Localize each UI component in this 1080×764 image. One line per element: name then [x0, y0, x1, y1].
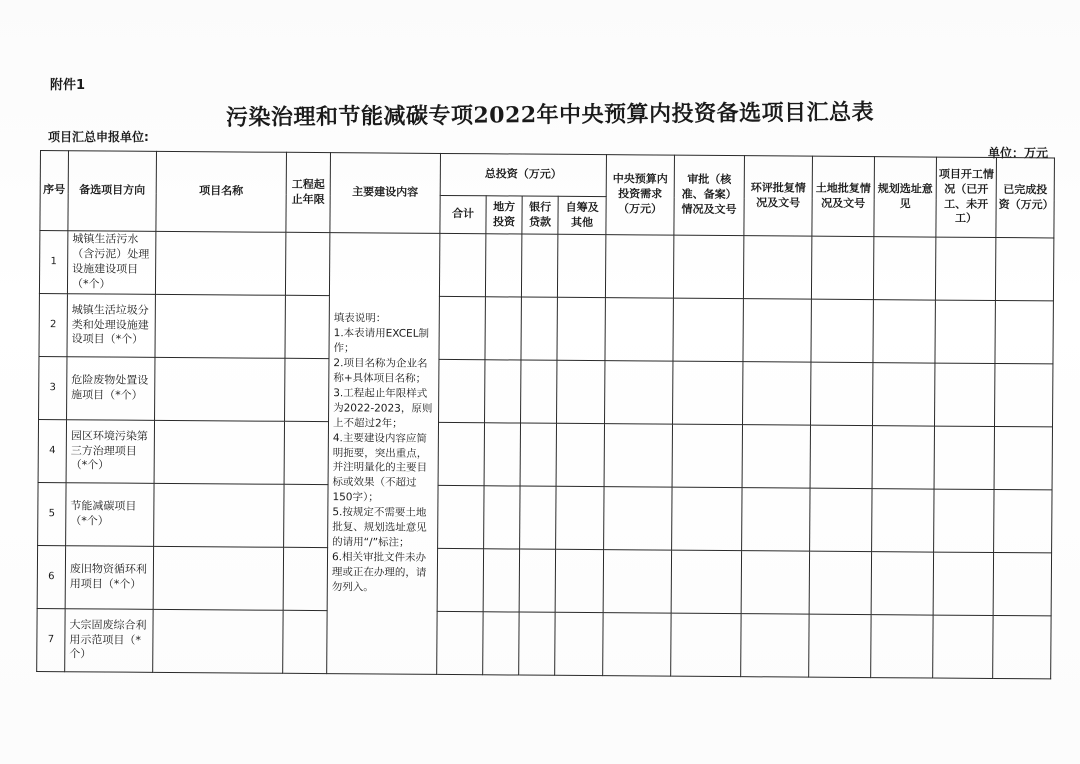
cell [673, 298, 743, 362]
cell [557, 360, 605, 423]
cell [284, 421, 328, 484]
row-direction: 废旧物资循环利用项目（*个） [65, 546, 153, 610]
header-planning: 规划选址意见 [874, 157, 937, 237]
header-central-budget: 中央预算内投资需求（万元） [606, 155, 675, 235]
cell [809, 551, 871, 614]
cell [743, 236, 811, 299]
cell [993, 553, 1051, 616]
cell [557, 297, 605, 360]
cell [521, 360, 557, 423]
cell [673, 235, 743, 299]
cell [439, 359, 485, 422]
cell [671, 550, 741, 614]
cell [741, 551, 809, 614]
cell [873, 237, 935, 300]
header-sub-bank: 银行贷款 [522, 196, 558, 234]
header-eia: 环评批复情况及文号 [744, 156, 813, 236]
cell [439, 296, 485, 359]
cell [154, 420, 284, 484]
cell [995, 301, 1053, 364]
cell [605, 298, 673, 361]
cell [810, 488, 872, 551]
header-sub-self: 自筹及其他 [558, 196, 606, 234]
cell [673, 361, 743, 425]
table-row [39, 231, 1053, 301]
header-sub-total: 合计 [440, 195, 486, 233]
header-completed: 已完成投资（万元） [996, 158, 1055, 238]
cell [521, 297, 557, 360]
cell [485, 360, 521, 423]
cell [933, 552, 993, 615]
cell [672, 424, 742, 488]
cell [934, 489, 994, 552]
cell [284, 484, 328, 547]
cell [437, 611, 483, 674]
cell [994, 364, 1052, 427]
cell [520, 486, 556, 549]
table-row [39, 293, 1053, 363]
cell [742, 425, 810, 488]
row-direction: 城镇生活垃圾分类和处理设施建设项目（*个） [67, 294, 155, 358]
cell [556, 486, 604, 549]
row-direction: 城镇生活污水（含污泥）处理设施建设项目（*个） [67, 231, 155, 295]
row-direction: 危险废物处置设施项目（*个） [67, 357, 155, 421]
cell [519, 612, 555, 675]
cell [285, 295, 329, 358]
header-sub-local: 地方投资 [486, 196, 522, 234]
cell [871, 615, 933, 678]
cell [810, 425, 872, 488]
table-row [38, 419, 1052, 489]
row-seq: 3 [39, 356, 67, 419]
cell [520, 423, 556, 486]
cell [995, 238, 1053, 301]
header-land: 土地批复情况及文号 [812, 156, 875, 236]
cell [743, 299, 811, 362]
attachment-label: 附件1 [50, 78, 86, 93]
cell [285, 232, 329, 295]
row-seq: 2 [39, 293, 67, 356]
summary-table [36, 150, 1055, 679]
cell [935, 363, 995, 426]
cell [485, 297, 521, 360]
cell [154, 483, 284, 547]
header-approval: 审批（核准、备案）情况及文号 [674, 155, 745, 236]
row-seq: 6 [37, 545, 65, 608]
cell [604, 487, 672, 550]
cell [811, 362, 873, 425]
cell [672, 487, 742, 551]
cell [811, 236, 873, 299]
table-row [38, 482, 1052, 552]
cell [521, 234, 557, 297]
header-project-name: 项目名称 [156, 151, 287, 232]
cell [873, 300, 935, 363]
row-direction: 园区环境污染第三方治理项目（*个） [66, 420, 154, 484]
document-title: 污染治理和节能减碳专项2022年中央预算内投资备选项目汇总表 [225, 99, 875, 131]
cell [556, 423, 604, 486]
cell [153, 546, 283, 610]
cell [483, 612, 519, 675]
cell [994, 427, 1052, 490]
cell [935, 237, 995, 300]
header-total-investment: 总投资（万元） [440, 153, 606, 196]
cell [155, 231, 285, 295]
cell [743, 362, 811, 425]
cell [555, 612, 603, 675]
row-seq: 4 [38, 419, 66, 482]
cell [437, 548, 483, 611]
cell [484, 423, 520, 486]
cell [603, 613, 671, 676]
row-seq: 1 [39, 231, 67, 294]
cell [283, 610, 327, 673]
cell [439, 233, 485, 296]
cell [873, 363, 935, 426]
cell [485, 234, 521, 297]
cell [155, 357, 285, 421]
cell [155, 294, 285, 358]
table-row [39, 356, 1053, 426]
cell [555, 549, 603, 612]
row-direction: 大宗固废综合利用示范项目（*个） [65, 609, 153, 673]
header-period: 工程起止年限 [286, 152, 331, 232]
cell [438, 422, 484, 485]
cell [742, 488, 810, 551]
header-direction: 备选项目方向 [68, 151, 157, 232]
cell [933, 615, 993, 678]
cell [934, 426, 994, 489]
cell [484, 486, 520, 549]
table-row [37, 608, 1051, 678]
cell [483, 549, 519, 612]
cell [153, 609, 283, 673]
table-row [37, 545, 1051, 615]
header-content: 主要建设内容 [330, 153, 441, 234]
cell [872, 426, 934, 489]
cell [604, 424, 672, 487]
reporting-unit-label: 项目汇总申报单位: [48, 130, 149, 144]
cell [993, 615, 1051, 678]
cell [994, 490, 1052, 553]
cell [741, 614, 809, 677]
cell [809, 614, 871, 677]
cell [283, 547, 327, 610]
cell [671, 613, 741, 677]
cell [872, 489, 934, 552]
cell [438, 485, 484, 548]
cell [557, 234, 605, 297]
unit-note: 单位：万元 [988, 146, 1049, 160]
fill-instructions: 填表说明： 1.本表请用EXCEL制作； 2.项目名称为企业名称+具体项目名称； 3.工程起止年限样式为2022-2023，原则上不超过2年； 4.主要建设内容应简明扼要，突出重点，并注明量化的主要目标或效果（不超过150字）； 5.按规定不需要土地批复、规划选址意见的请用“/”标注； 6.相关审批文件未办理或正在办理的，请勿列入。 [327, 233, 440, 675]
cell [603, 550, 671, 613]
cell [871, 552, 933, 615]
cell [519, 549, 555, 612]
cell [285, 358, 329, 421]
cell [811, 299, 873, 362]
cell [935, 300, 995, 363]
cell [605, 361, 673, 424]
summary-table-wrapper [36, 150, 1055, 679]
row-direction: 节能减碳项目（*个） [66, 483, 154, 547]
header-seq: 序号 [40, 151, 69, 231]
row-seq: 5 [38, 482, 66, 545]
cell [605, 235, 673, 298]
row-seq: 7 [37, 608, 65, 671]
header-start-status: 项目开工情况（已开工、未开工） [936, 157, 997, 237]
